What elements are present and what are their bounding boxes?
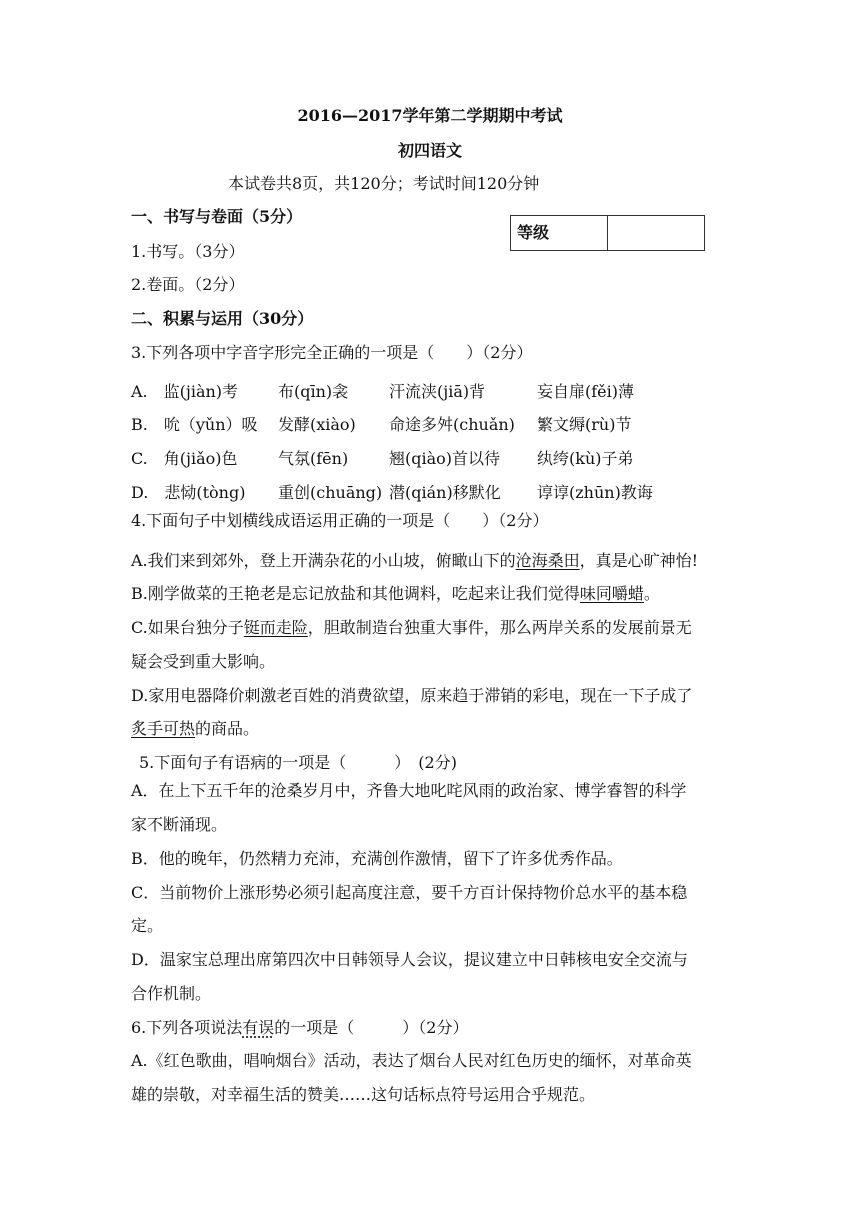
option-c-item-1: C. 角(jiǎo)色 — [131, 449, 238, 468]
question-4-option-c — [131, 618, 692, 638]
question-4-option-c-cont: 疑会受到重大影响。 — [131, 652, 276, 671]
option-d-item-3: 潜(qián)移默化 — [389, 483, 501, 502]
question-6-option-a: A.《红色歌曲，唱响烟台》活动，表达了烟台人民对红色历史的缅怀，对革命英 — [131, 1051, 692, 1070]
exam-title: 2016—2017学年第二学期期中考试 — [297, 106, 563, 125]
question-4-option-b — [131, 584, 660, 604]
q6-stem-end: 的一项是（ ）（2分） — [274, 1018, 469, 1037]
question-1: 1.书写。（3分） — [131, 242, 245, 261]
q4-b-idiom: 味同嚼蜡 — [579, 584, 644, 603]
q4-c-idiom: 铤而走险 — [243, 618, 308, 637]
question-4-stem: 4.下面句子中划横线成语运用正确的一项是（ ）（2分） — [131, 511, 549, 530]
question-3-stem: 3.下列各项中字音字形完全正确的一项是（ ）（2分） — [131, 343, 533, 362]
grade-value — [608, 216, 704, 250]
question-2: 2.卷面。（2分） — [131, 275, 245, 294]
option-b-item-1: B. 吮（yǔn）吸 — [131, 415, 258, 434]
question-5-stem: 5.下面句子有语病的一项是（ ） (2分) — [139, 753, 457, 772]
grade-label: 等级 — [511, 216, 608, 250]
question-4-option-a — [131, 551, 698, 571]
question-5-option-a-cont: 家不断涌现。 — [131, 815, 228, 834]
q4-d-end: 的商品。 — [195, 719, 260, 738]
question-4-option-d: D.家用电器降价刺激老百姓的消费欲望，原来趋于滞销的彩电，现在一下子成了 — [131, 686, 693, 705]
q6-stem-text: 6.下列各项说法 — [131, 1018, 243, 1037]
option-d-item-2: 重创(chuāng) — [278, 483, 383, 502]
question-4-option-d-cont — [131, 719, 259, 739]
section-2-heading: 二、积累与运用（30分） — [131, 309, 314, 328]
option-b-item-3: 命途多舛(chuǎn) — [389, 415, 515, 434]
q4-a-text: A.我们来到郊外，登上开满杂花的小山坡，俯瞰山下的 — [131, 551, 516, 570]
option-c-item-3: 翘(qiào)首以待 — [389, 449, 501, 468]
option-d-item-4: 谆谆(zhūn)教诲 — [537, 483, 653, 502]
q4-d-idiom: 炙手可热 — [131, 719, 196, 738]
option-a-item-3: 汗流浃(jiā)背 — [389, 382, 486, 401]
exam-info: 本试卷共8页，共120分；考试时间120分钟 — [228, 174, 540, 193]
q6-emphasis: 有误 — [242, 1018, 275, 1037]
question-5-option-a: A．在上下五千年的沧桑岁月中，齐鲁大地叱咤风雨的政治家、博学睿智的科学 — [131, 781, 687, 800]
question-5-option-b: B．他的晚年，仍然精力充沛，充满创作激情，留下了许多优秀作品。 — [131, 849, 623, 868]
option-b-item-4: 繁文缛(rù)节 — [537, 415, 632, 434]
option-a-item-1: A. 监(jiàn)考 — [131, 382, 239, 401]
question-5-option-d-cont: 合作机制。 — [131, 984, 212, 1003]
q4-a-idiom: 沧海桑田 — [515, 551, 580, 570]
question-5-option-c-cont: 定。 — [131, 916, 164, 935]
option-b-item-2: 发酵(xiào) — [278, 415, 356, 434]
option-a-item-2: 布(qīn)衾 — [278, 382, 349, 401]
question-6-option-a-cont: 雄的崇敬，对幸福生活的赞美……这句话标点符号运用合乎规范。 — [131, 1085, 596, 1104]
option-c-item-4: 纨绔(kù)子弟 — [537, 449, 634, 468]
q4-a-end: ，真是心旷神怡! — [579, 551, 699, 570]
q4-c-text: C.如果台独分子 — [131, 618, 244, 637]
q4-b-text: B.刚学做菜的王艳老是忘记放盐和其他调料，吃起来让我们觉得 — [131, 584, 580, 603]
section-1-heading: 一、书写与卷面（5分） — [131, 207, 303, 226]
question-5-option-c: C．当前物价上涨形势必须引起高度注意，要千方百计保持物价总水平的基本稳 — [131, 883, 688, 902]
option-c-item-2: 气氛(fēn) — [278, 449, 349, 468]
option-d-item-1: D. 悲恸(tòng) — [131, 483, 246, 502]
question-6-stem — [131, 1018, 468, 1038]
q4-b-end: 。 — [643, 584, 660, 603]
option-a-item-4: 妄自扉(fěi)薄 — [537, 382, 634, 401]
exam-subject: 初四语文 — [397, 141, 462, 160]
q4-c-end: ，胆敢制造台独重大事件，那么两岸关系的发展前景无 — [307, 618, 692, 637]
question-5-option-d: D．温家宝总理出席第四次中日韩领导人会议，提议建立中日韩核电安全交流与 — [131, 950, 688, 969]
grade-box — [510, 215, 705, 251]
